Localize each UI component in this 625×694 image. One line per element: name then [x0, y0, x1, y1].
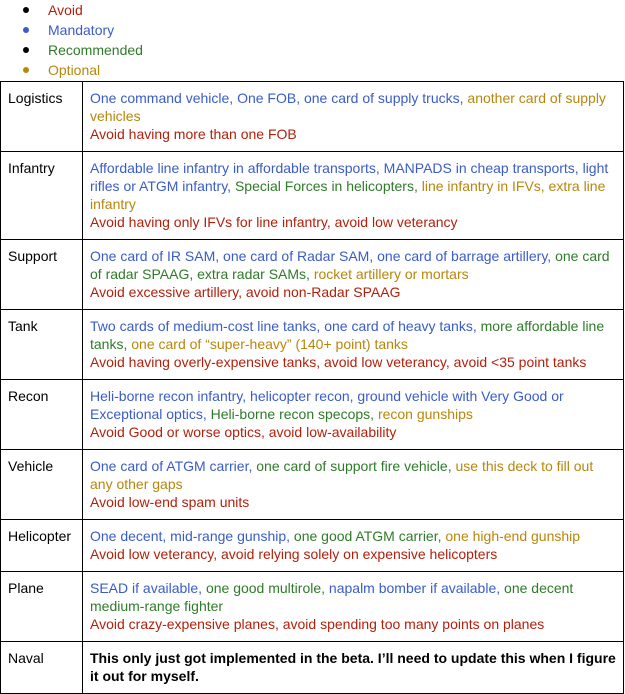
avoid-text: Avoid having overly-expensive tanks, avoid low veterancy, avoid <35 point tanks [90, 354, 587, 370]
avoid-text: Avoid low veterancy, avoid relying solely on expensive helicopters [90, 546, 498, 562]
recommended-text: Special Forces in helicopters, [234, 178, 418, 194]
category-cell: Plane [1, 572, 83, 642]
recommended-text: one decent medium-range fighter [90, 580, 574, 614]
legend-item-avoid [23, 0, 625, 20]
mandatory-text: Affordable line infantry in affordable transports, MANPADS in cheap transports, light rifles or ATGM infantry, [90, 160, 609, 194]
category-cell: Naval [1, 642, 83, 694]
category-cell: Tank [1, 310, 83, 380]
mandatory-text: One command vehicle, One FOB, one card of supply trucks, [90, 90, 464, 106]
recommended-text: one card of radar SPAAG, extra radar SAMs, [90, 248, 610, 282]
color-legend [0, 0, 625, 80]
recommended-text: more affordable line tanks, [90, 318, 605, 352]
table-row [1, 310, 624, 380]
legend-item-recommended [23, 40, 625, 60]
optional-text: recon gunships [377, 406, 473, 422]
recommended-text: Heli-borne recon specops, [210, 406, 375, 422]
category-cell: Recon [1, 380, 83, 450]
mandatory-text: One decent, mid-range gunship, [90, 528, 291, 544]
mandatory-text: Two cards of medium-cost line tanks, one card of heavy tanks, [90, 318, 477, 334]
bullet-dot-icon [23, 47, 29, 53]
avoid-text: Avoid crazy-expensive planes, avoid spending too many points on planes [90, 616, 545, 632]
avoid-text: Avoid Good or worse optics, avoid low-availability [90, 424, 397, 440]
avoid-text: Avoid low-end spam units [90, 494, 250, 510]
deck-guide-table [0, 81, 624, 694]
note-text: This only just got implemented in the beta. I’ll need to update this when I figure it out for myself. [90, 650, 616, 684]
category-cell: Support [1, 240, 83, 310]
description-cell [83, 310, 624, 380]
legend-label: Avoid [48, 2, 83, 18]
legend-item-optional [23, 60, 625, 80]
recommended-text: one good ATGM carrier, [293, 528, 442, 544]
recommended-text: one card of support fire vehicle, [256, 458, 452, 474]
table-row [1, 152, 624, 240]
table-row [1, 82, 624, 152]
category-cell: Logistics [1, 82, 83, 152]
mandatory-text: One card of ATGM carrier, [90, 458, 253, 474]
table-row [1, 572, 624, 642]
bullet-dot-icon [23, 67, 29, 73]
description-cell [83, 520, 624, 572]
optional-text: another card of supply vehicles [90, 90, 606, 124]
bullet-dot-icon [23, 7, 29, 13]
category-cell: Infantry [1, 152, 83, 240]
legend-label: Recommended [48, 42, 143, 58]
optional-text: one high-end gunship [445, 528, 581, 544]
table-row [1, 380, 624, 450]
table-row [1, 642, 624, 694]
description-cell [83, 240, 624, 310]
legend-item-mandatory [23, 20, 625, 40]
mandatory-text: SEAD if available, [90, 580, 203, 596]
description-cell [83, 152, 624, 240]
mandatory-text: napalm bomber if available, [328, 580, 501, 596]
description-cell [83, 450, 624, 520]
description-cell [83, 572, 624, 642]
mandatory-text: One card of IR SAM, one card of Radar SAM, one card of barrage artillery, [90, 248, 552, 264]
optional-text: use this deck to fill out any other gaps [90, 458, 594, 492]
description-cell [83, 82, 624, 152]
table-row [1, 240, 624, 310]
avoid-text: Avoid having only IFVs for line infantry, avoid low veterancy [90, 214, 458, 230]
category-cell: Vehicle [1, 450, 83, 520]
avoid-text: Avoid excessive artillery, avoid non-Radar SPAAG [90, 284, 401, 300]
table-row [1, 450, 624, 520]
legend-label: Optional [48, 62, 101, 78]
description-cell [83, 642, 624, 694]
legend-label: Mandatory [48, 22, 115, 38]
mandatory-text: Heli-borne recon infantry, helicopter recon, ground vehicle with Very Good or Exceptional optics, [90, 388, 564, 422]
optional-text: rocket artillery or mortars [313, 266, 469, 282]
category-cell: Helicopter [1, 520, 83, 572]
optional-text: one card of “super-heavy” (140+ point) tanks [131, 336, 408, 352]
bullet-dot-icon [23, 27, 29, 33]
table-row [1, 520, 624, 572]
description-cell [83, 380, 624, 450]
optional-text: line infantry in IFVs, extra line infantry [90, 178, 606, 212]
recommended-text: one good multirole, [205, 580, 326, 596]
avoid-text: Avoid having more than one FOB [90, 126, 297, 142]
